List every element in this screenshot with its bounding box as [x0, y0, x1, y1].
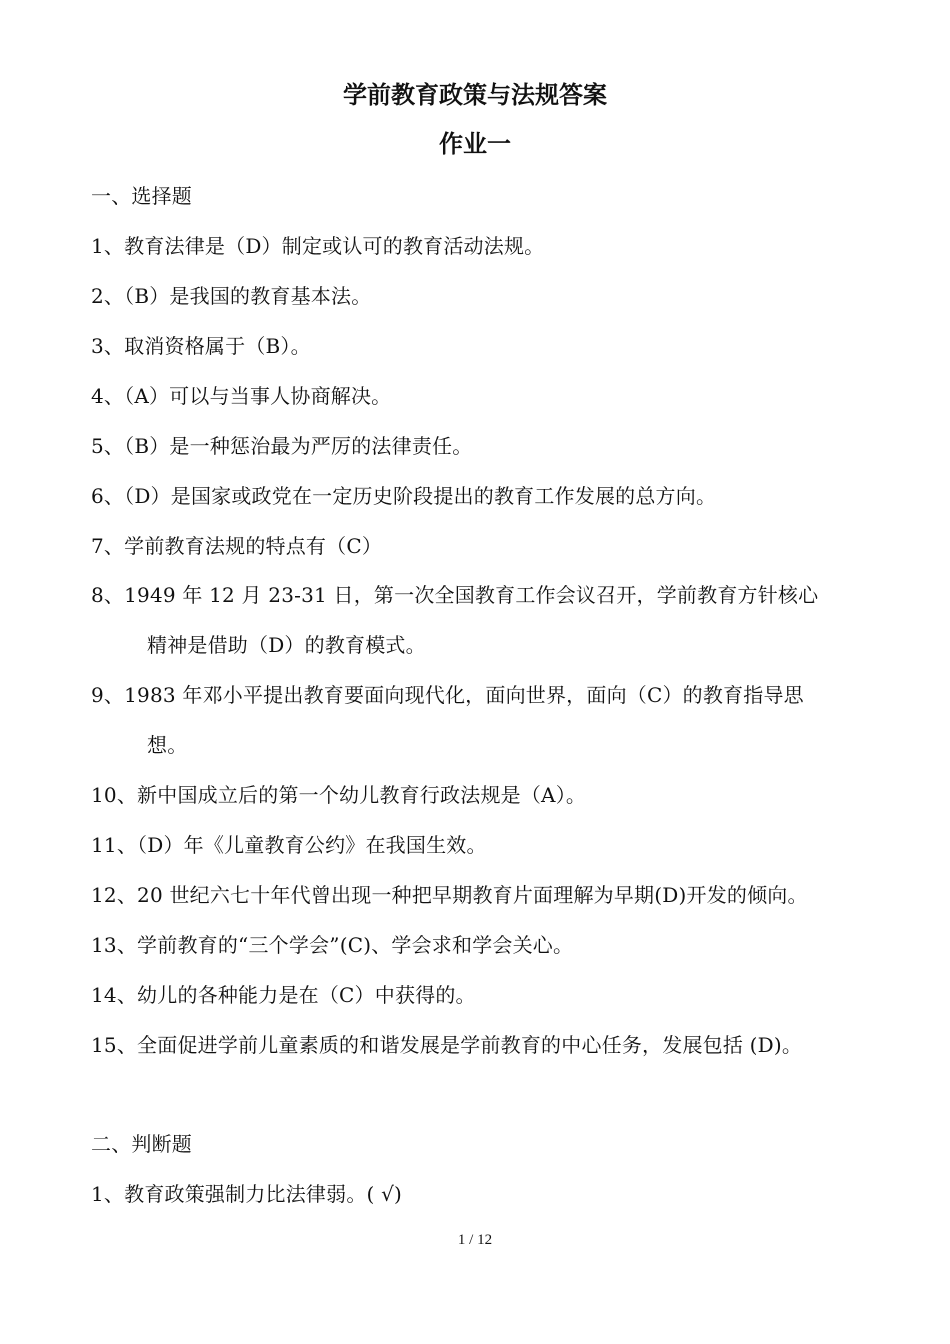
document-subtitle: 作业一 — [439, 129, 511, 158]
question-item: 15、全面促进学前儿童素质的和谐发展是学前教育的中心任务，发展包括 (D)。 — [91, 1033, 803, 1057]
document-title: 学前教育政策与法规答案 — [343, 80, 607, 109]
question-item-continuation: 想。 — [147, 733, 188, 757]
question-item: 13、学前教育的“三个学会”(C)、学会求和学会关心。 — [91, 933, 574, 957]
section-heading-multiple-choice: 一、选择题 — [91, 184, 192, 208]
question-item: 8、1949 年 12 月 23-31 日，第一次全国教育工作会议召开，学前教育方针核心 — [91, 583, 819, 607]
question-item: 4、（A）可以与当事人协商解决。 — [91, 384, 392, 408]
question-item: 10、新中国成立后的第一个幼儿教育行政法规是（A）。 — [91, 783, 587, 807]
question-item-continuation: 精神是借助（D）的教育模式。 — [147, 633, 426, 657]
question-item: 14、幼儿的各种能力是在（C）中获得的。 — [91, 983, 476, 1007]
section-heading-true-false: 二、判断题 — [91, 1132, 192, 1156]
question-item: 1、教育政策强制力比法律弱。( √) — [91, 1182, 403, 1206]
question-item: 2、（B）是我国的教育基本法。 — [91, 284, 372, 308]
question-item: 9、1983 年邓小平提出教育要面向现代化，面向世界，面向（C）的教育指导思 — [91, 683, 804, 707]
page-number: 1 / 12 — [457, 1232, 493, 1248]
question-item: 11、（D）年《儿童教育公约》在我国生效。 — [91, 833, 487, 857]
question-item: 5、（B）是一种惩治最为严厉的法律责任。 — [91, 434, 473, 458]
question-item: 1、教育法律是（D）制定或认可的教育活动法规。 — [91, 234, 545, 258]
question-item: 6、（D）是国家或政党在一定历史阶段提出的教育工作发展的总方向。 — [91, 484, 717, 508]
question-item: 12、20 世纪六七十年代曾出现一种把早期教育片面理解为早期(D)开发的倾向。 — [91, 883, 808, 907]
question-item: 3、取消资格属于（B）。 — [91, 334, 311, 358]
question-item: 7、学前教育法规的特点有（C） — [91, 534, 383, 558]
